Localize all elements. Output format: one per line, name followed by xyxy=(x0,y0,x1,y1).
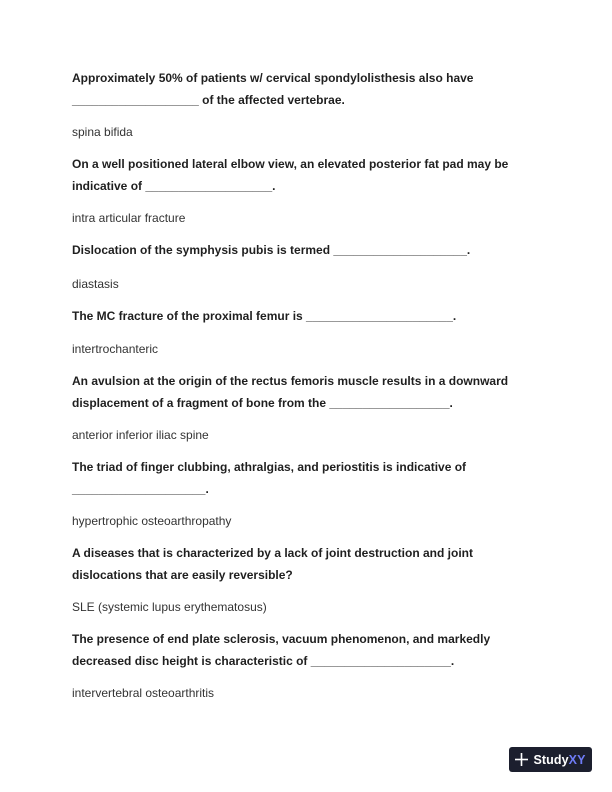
answer-4: intertrochanteric xyxy=(72,342,159,356)
question-5-line-1: An avulsion at the origin of the rectus femoris muscle results in a downward xyxy=(72,374,509,388)
brand-name-main: Study xyxy=(533,752,569,767)
question-1-line-1: Approximately 50% of patients w/ cervical spondylolisthesis also have xyxy=(72,71,474,85)
answer-5: anterior inferior iliac spine xyxy=(72,428,209,442)
question-4 xyxy=(72,306,542,328)
question-1 xyxy=(72,68,542,111)
question-7-line-1: A diseases that is characterized by a lack of joint destruction and joint xyxy=(72,546,473,560)
brand-name-accent: XY xyxy=(568,752,586,767)
question-6-line-2: ____________________. xyxy=(72,481,209,496)
answer-8: intervertebral osteoarthritis xyxy=(72,686,215,700)
question-5 xyxy=(72,371,542,414)
question-6 xyxy=(72,457,542,500)
question-2-line-1: On a well positioned lateral elbow view, an elevated posterior fat pad may be xyxy=(72,157,509,171)
question-4-line-1: The MC fracture of the proximal femur is ______________________. xyxy=(72,309,457,323)
question-2 xyxy=(72,154,542,197)
question-1-line-2: ___________________ of the affected vertebrae. xyxy=(72,92,345,107)
question-8-line-2: decreased disc height is characteristic of _____________________. xyxy=(72,653,455,668)
question-7-line-2: dislocations that are easily reversible? xyxy=(72,567,293,582)
studyxy-logo-badge[interactable] xyxy=(509,747,592,772)
question-6-line-1: The triad of finger clubbing, athralgias, and periostitis is indicative of xyxy=(72,460,467,474)
question-5-line-2: displacement of a fragment of bone from the __________________. xyxy=(72,395,453,410)
question-3-line-1: Dislocation of the symphysis pubis is termed ____________________. xyxy=(72,243,471,257)
question-8 xyxy=(72,629,542,672)
question-8-line-1: The presence of end plate sclerosis, vacuum phenomenon, and markedly xyxy=(72,632,491,646)
brand-name xyxy=(533,753,585,767)
question-7 xyxy=(72,543,542,586)
answer-7: SLE (systemic lupus erythematosus) xyxy=(72,600,267,614)
answer-6: hypertrophic osteoarthropathy xyxy=(72,514,232,528)
plus-cross-icon xyxy=(515,753,528,766)
question-2-line-2: indicative of ___________________. xyxy=(72,178,276,193)
answer-2: intra articular fracture xyxy=(72,211,186,225)
question-3 xyxy=(72,240,542,262)
answer-1: spina bifida xyxy=(72,125,133,139)
answer-3: diastasis xyxy=(72,277,119,291)
